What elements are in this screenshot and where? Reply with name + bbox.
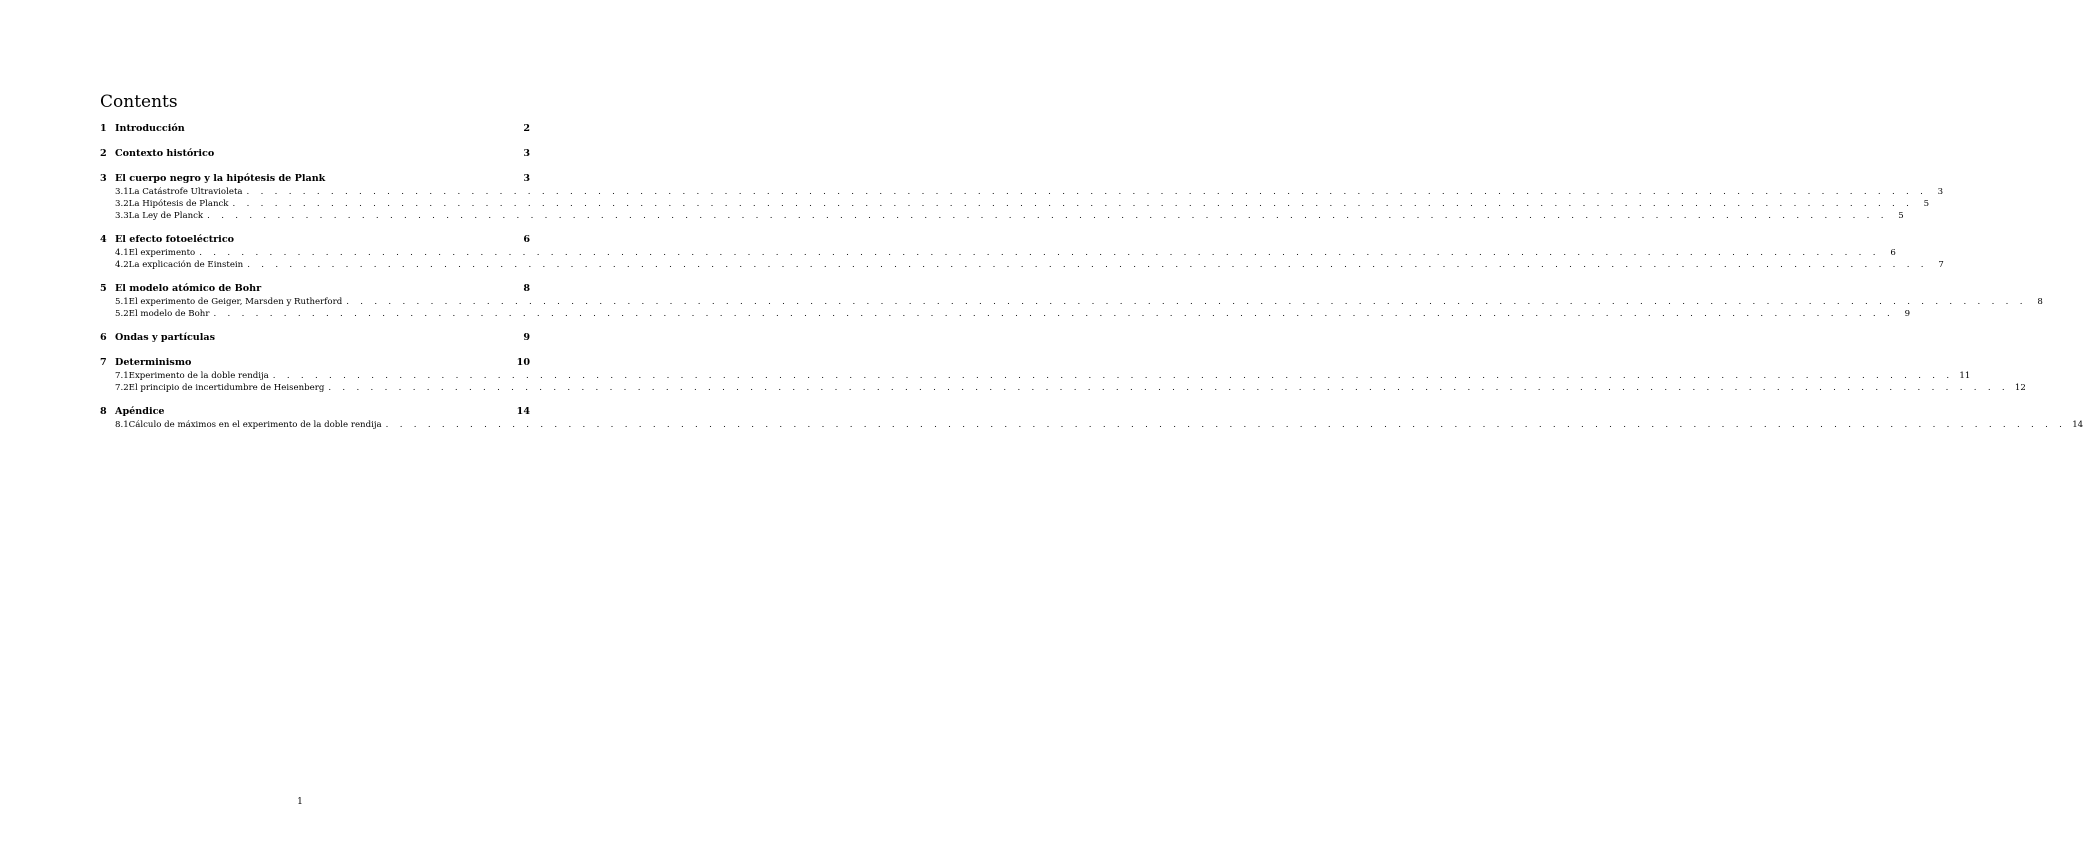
subsection-title: El modelo de Bohr (128, 309, 210, 319)
subsection-number: 7.2 (115, 383, 129, 393)
subsection-page: 8 (2037, 297, 2043, 307)
subsection-page: 5 (1923, 199, 1930, 209)
subsection-title: El experimento de Geiger, Marsden y Rutherford (128, 297, 343, 307)
toc-section (100, 331, 530, 345)
toc-section (100, 405, 2083, 431)
section-number: 1 (100, 123, 107, 134)
toc-section (100, 282, 2043, 320)
section-page: 9 (523, 332, 530, 343)
subsection-number: 8.1 (115, 420, 129, 430)
toc-title: Contents (100, 92, 178, 112)
subsection-number: 3.1 (115, 187, 129, 197)
section-page: 2 (523, 123, 530, 134)
section-page: 3 (523, 173, 530, 184)
toc-section-entry[interactable] (100, 122, 530, 136)
section-title: Apéndice (115, 406, 165, 417)
dot-leader: . . . . . . . . . . . . . . . . . . . . . . . . . . . . . . . . . . . . . . . . . . . . . . . . . . . . . . . . . . . . . . . . . . . . . . . . . . . . . . . . . . . . . . . . . . . . . . . . . . . . . . . . . . . . . . . . . . . . . . . . (272, 371, 1954, 381)
dot-leader: . . . . . . . . . . . . . . . . . . . . . . . . . . . . . . . . . . . . . . . . . . . . . . . . . . . . . . . . . . . . . . . . . . . . . . . . . . . . . . . . . . . . . . . . . . . . . . . . . . . . . . . . . . . . . . . . . . . . . . . . (199, 248, 1880, 258)
dot-leader: . . . . . . . . . . . . . . . . . . . . . . . . . . . . . . . . . . . . . . . . . . . . . . . . . . . . . . . . . . . . . . . . . . . . . . . . . . . . . . . . . . . . . . . . . . . . . . . . . . . . . . . . . . . . . . . . . . . . . . . . (232, 199, 1914, 209)
section-number: 8 (100, 406, 107, 417)
section-page: 14 (516, 406, 530, 417)
toc-subsection-entry[interactable] (100, 198, 1930, 210)
section-title: Ondas y partículas (115, 332, 216, 343)
section-title: El cuerpo negro y la hipótesis de Plank (115, 173, 326, 184)
toc-section (100, 147, 530, 161)
toc-section (100, 172, 1944, 222)
subsection-title: La Hipótesis de Planck (128, 199, 229, 209)
toc-subsection-entry[interactable] (100, 259, 1944, 271)
dot-leader: . . . . . . . . . . . . . . . . . . . . . . . . . . . . . . . . . . . . . . . . . . . . . . . . . . . . . . . . . . . . . . . . . . . . . . . . . . . . . . . . . . . . . . . . . . . . . . . . . . . . . . . . . . . . . . . . . . . . . . . . (213, 309, 1895, 319)
section-title: El modelo atómico de Bohr (115, 283, 262, 294)
toc-subsection-entry[interactable] (100, 186, 1944, 198)
toc-subsection-entry[interactable] (100, 419, 2083, 431)
section-number: 5 (100, 283, 107, 294)
section-number: 4 (100, 234, 107, 245)
toc-section (100, 356, 2026, 394)
section-title: Determinismo (115, 357, 192, 368)
toc-subsection-entry[interactable] (100, 247, 1896, 259)
subsection-page: 9 (1904, 309, 1911, 319)
toc-section-entry[interactable] (100, 282, 530, 296)
dot-leader: . . . . . . . . . . . . . . . . . . . . . . . . . . . . . . . . . . . . . . . . . . . . . . . . . . . . . . . . . . . . . . . . . . . . . . . . . . . . . . . . . . . . . . . . . . . . . . . . . . . . . . . . . . . . . . . . . . . . . . . . (385, 420, 2067, 430)
dot-leader: . . . . . . . . . . . . . . . . . . . . . . . . . . . . . . . . . . . . . . . . . . . . . . . . . . . . . . . . . . . . . . . . . . . . . . . . . . . . . . . . . . . . . . . . . . . . . . . . . . . . . . . . . . . . . . . . . . . . . . . . (207, 211, 1888, 221)
toc-subsection-entry[interactable] (100, 382, 2026, 394)
subsection-number: 5.1 (115, 297, 129, 307)
subsection-title: Experimento de la doble rendija (128, 371, 269, 381)
toc-section-entry[interactable] (100, 147, 530, 161)
subsection-number: 5.2 (115, 309, 129, 319)
section-page: 10 (516, 357, 530, 368)
section-title: Contexto histórico (115, 148, 215, 159)
toc-section-entry[interactable] (100, 331, 530, 345)
section-number: 7 (100, 357, 107, 368)
dot-leader: . . . . . . . . . . . . . . . . . . . . . . . . . . . . . . . . . . . . . . . . . . . . . . . . . . . . . . . . . . . . . . . . . . . . . . . . . . . . . . . . . . . . . . . . . . . . . . . . . . . . . . . . . . . . . . . . . . . . . . . . (346, 297, 2027, 307)
toc-subsection-entry[interactable] (100, 308, 1911, 320)
subsection-title: La Ley de Planck (128, 211, 204, 221)
toc-section (100, 233, 1944, 271)
subsection-page: 7 (1938, 260, 1944, 270)
subsection-number: 3.3 (115, 211, 129, 221)
toc-section (100, 122, 530, 136)
section-title: Introducción (115, 123, 185, 134)
section-page: 3 (523, 148, 530, 159)
section-number: 3 (100, 173, 107, 184)
toc-section-entry[interactable] (100, 405, 530, 419)
subsection-page: 14 (2072, 420, 2083, 430)
subsection-title: El principio de incertidumbre de Heisenberg (128, 383, 325, 393)
section-number: 2 (100, 148, 107, 159)
section-number: 6 (100, 332, 107, 343)
subsection-page: 12 (2014, 383, 2026, 393)
subsection-page: 11 (1959, 371, 1971, 381)
subsection-title: La explicación de Einstein (128, 260, 244, 270)
dot-leader: . . . . . . . . . . . . . . . . . . . . . . . . . . . . . . . . . . . . . . . . . . . . . . . . . . . . . . . . . . . . . . . . . . . . . . . . . . . . . . . . . . . . . . . . . . . . . . . . . . . . . . . . . . . . . . . . . . . . . . . . (247, 260, 1928, 270)
subsection-title: La Catástrofe Ultravioleta (128, 187, 243, 197)
subsection-title: Cálculo de máximos en el experimento de la doble rendija (128, 420, 382, 430)
toc-section-entry[interactable] (100, 233, 530, 247)
toc-section-entry[interactable] (100, 172, 530, 186)
toc-section-entry[interactable] (100, 356, 530, 370)
subsection-number: 4.1 (115, 248, 129, 258)
section-title: El efecto fotoeléctrico (115, 234, 235, 245)
subsection-title: El experimento (128, 248, 196, 258)
toc-subsection-entry[interactable] (100, 296, 2043, 308)
dot-leader: . . . . . . . . . . . . . . . . . . . . . . . . . . . . . . . . . . . . . . . . . . . . . . . . . . . . . . . . . . . . . . . . . . . . . . . . . . . . . . . . . . . . . . . . . . . . . . . . . . . . . . . . . . . . . . . . . . . . . . . . (328, 383, 2009, 393)
subsection-number: 4.2 (115, 260, 129, 270)
subsection-number: 3.2 (115, 199, 129, 209)
subsection-number: 7.1 (115, 371, 129, 381)
table-of-contents (100, 122, 2083, 442)
dot-leader: . . . . . . . . . . . . . . . . . . . . . . . . . . . . . . . . . . . . . . . . . . . . . . . . . . . . . . . . . . . . . . . . . . . . . . . . . . . . . . . . . . . . . . . . . . . . . . . . . . . . . . . . . . . . . . . . . . . . . . . . (246, 187, 1928, 197)
subsection-page: 6 (1890, 248, 1896, 258)
toc-subsection-entry[interactable] (100, 370, 1971, 382)
toc-subsection-entry[interactable] (100, 210, 1904, 222)
subsection-page: 3 (1937, 187, 1944, 197)
section-page: 6 (523, 234, 530, 245)
page-number: 1 (297, 797, 303, 807)
subsection-page: 5 (1898, 211, 1904, 221)
section-page: 8 (523, 283, 530, 294)
